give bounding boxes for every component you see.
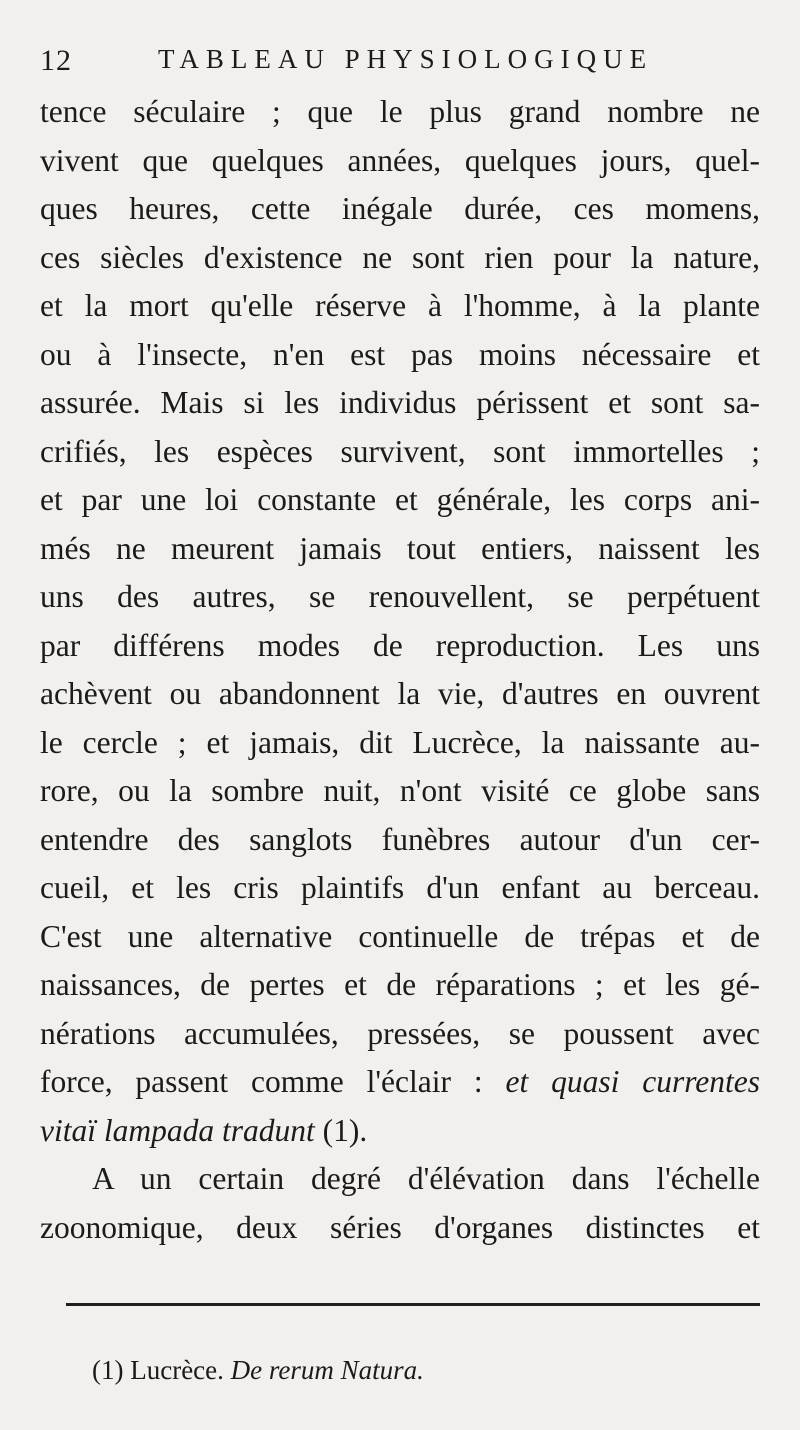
text-line: naissances, de pertes et de réparations ; et les gé- — [40, 967, 760, 1002]
text-line: ques heures, cette inégale durée, ces momens, — [40, 191, 760, 226]
footnote — [92, 1355, 424, 1386]
latin-quote: vitaï lampada tradunt — [40, 1112, 315, 1148]
text-line: entendre des sanglots funèbres autour d'un cer- — [40, 821, 760, 857]
body-text — [40, 88, 760, 1252]
paragraph-start-line: A un certain degré d'élévation dans l'échelle — [92, 1161, 760, 1196]
running-title: TABLEAU PHYSIOLOGIQUE — [158, 44, 654, 74]
text-line: tence séculaire ; que le plus grand nombre ne — [40, 94, 760, 129]
text-line: cueil, et les cris plaintifs d'un enfant au berceau. — [40, 870, 760, 905]
footnote-author: Lucrèce. — [130, 1355, 224, 1385]
text-line: et par une loi constante et générale, les corps ani- — [40, 482, 760, 517]
text-line: achèvent ou abandonnent la vie, d'autres en ouvrent — [40, 676, 760, 711]
text-line: ces siècles d'existence ne sont rien pour la nature, — [40, 239, 760, 275]
text-line: nérations accumulées, pressées, se poussent avec — [40, 1015, 760, 1051]
text-line: assurée. Mais si les individus périssent et sont sa- — [40, 385, 760, 420]
text-line: vivent que quelques années, quelques jours, quel- — [40, 142, 760, 178]
text-segment: force, passent comme l'éclair : — [40, 1064, 483, 1099]
text-line — [40, 1107, 760, 1156]
text-line: crifiés, les espèces survivent, sont immortelles ; — [40, 433, 760, 469]
page-number: 12 — [40, 44, 72, 77]
footnote-reference: (1). — [322, 1112, 368, 1148]
text-line: rore, ou la sombre nuit, n'ont visité ce globe sans — [40, 773, 760, 808]
text-line: et la mort qu'elle réserve à l'homme, à la plante — [40, 288, 760, 323]
footnote-marker: (1) — [92, 1355, 124, 1385]
footnote-divider — [66, 1303, 760, 1306]
text-line: ou à l'insecte, n'en est pas moins nécessaire et — [40, 336, 760, 372]
text-line: zoonomique, deux séries d'organes distinctes et — [40, 1209, 760, 1245]
text-line: C'est une alternative continuelle de trépas et de — [40, 918, 760, 954]
latin-quote: et quasi currentes — [505, 1064, 761, 1099]
text-line: le cercle ; et jamais, dit Lucrèce, la naissante au- — [40, 724, 760, 760]
text-line — [40, 1058, 760, 1107]
footnote-title: De rerum Natura. — [230, 1355, 424, 1385]
text-line: par différens modes de reproduction. Les uns — [40, 627, 760, 663]
text-line: uns des autres, se renouvellent, se perpétuent — [40, 579, 760, 614]
text-line: més ne meurent jamais tout entiers, naissent les — [40, 530, 760, 566]
running-head — [40, 44, 760, 84]
